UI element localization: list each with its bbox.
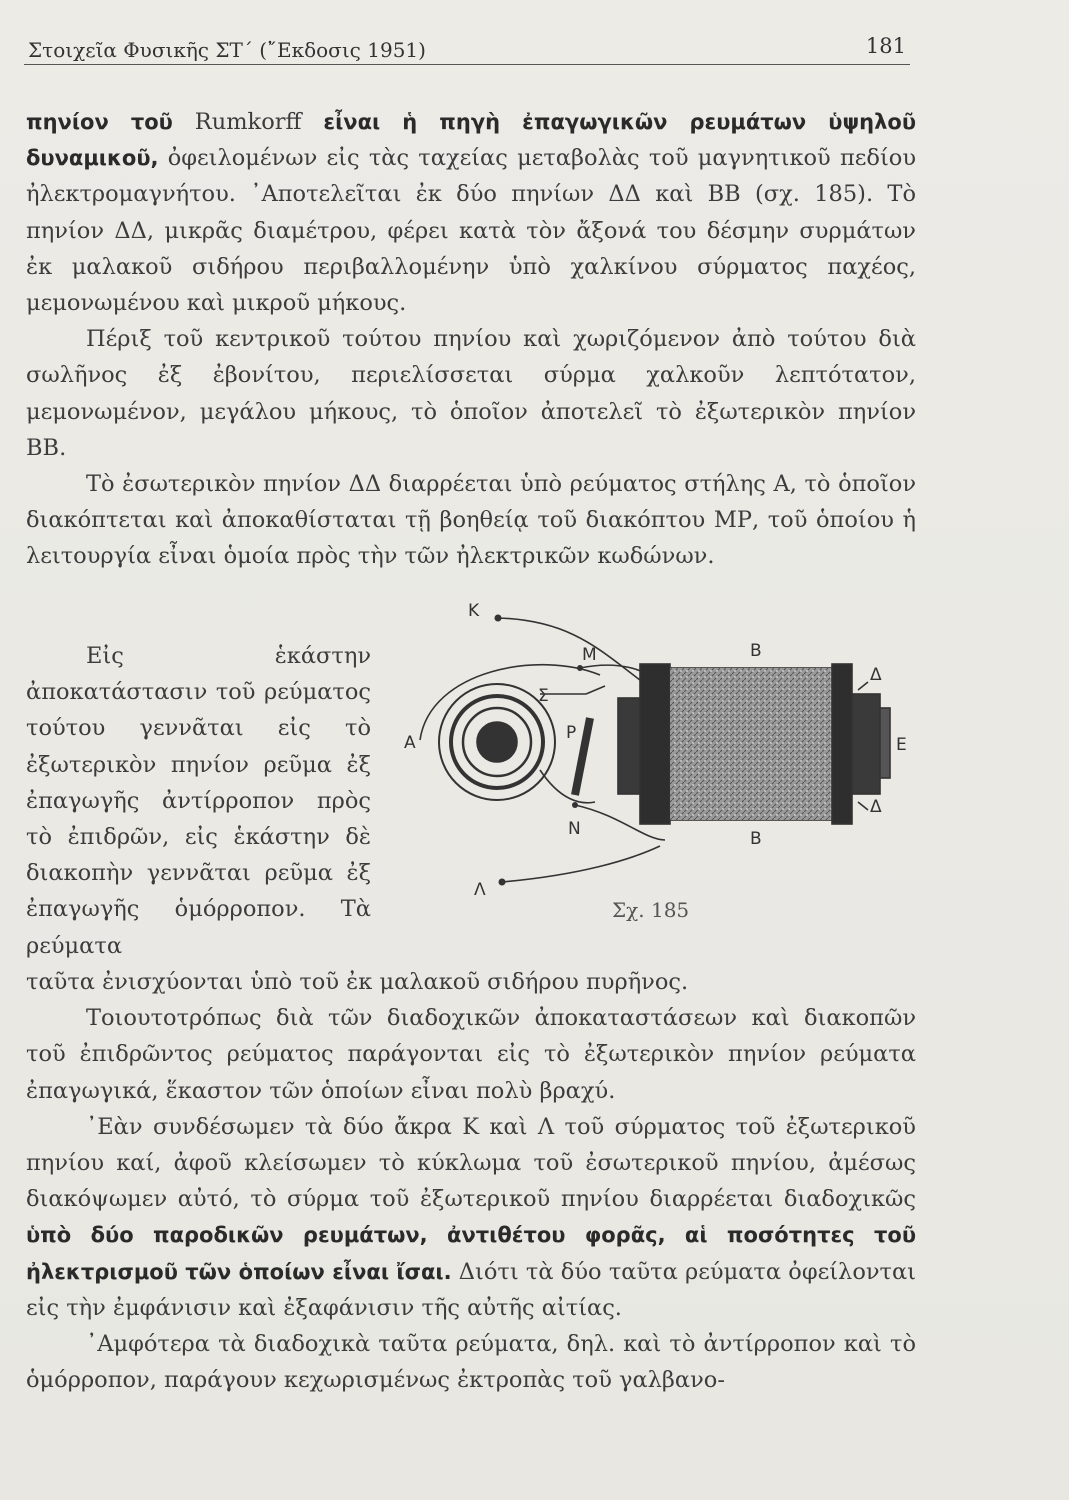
paragraph-5: Τοιουτοτρόπως διὰ τῶν διαδοχικῶν ἀποκαταστάσεων καὶ διακοπῶν τοῦ ἐπιδρῶντος ρεύματος παράγονται εἰς τὸ ἐξωτερικὸν πηνίον ρεύματα ἐπαγωγικά, ἕκαστον τῶν ὁποίων εἶναι πολὺ βραχύ.	[26, 1005, 916, 1104]
wire-l-to-coil	[502, 846, 660, 882]
terminal-d-top	[858, 682, 868, 690]
paragraph-6-end: Διότι τὰ δύο ταῦτα ρεύματα ὀφείλονται εἰς τὴν ἐμφάνισιν καὶ ἐξαφάνισιν τῆς αὐτῆς αἰτίας.	[26, 1258, 917, 1321]
body-text-bottom	[26, 964, 916, 1398]
label-n: Ν	[568, 819, 581, 839]
bold-phrase-1: πηνίον τοῦ	[26, 110, 173, 134]
terminal-k-dot	[495, 615, 502, 622]
iron-core-e	[880, 708, 890, 778]
body-text-top	[26, 104, 916, 575]
rumkorff-name: Rumkorff	[172, 109, 324, 135]
label-m: Μ	[582, 645, 597, 665]
page-number: 181	[865, 34, 906, 58]
header-title: Στοιχεῖα Φυσικῆς ΣΤ΄ (῎Εκδοσις 1951)	[28, 38, 426, 62]
label-k: Κ	[468, 601, 480, 621]
paragraph-1-rest: ὀφειλομένων εἰς τὰς ταχείας μεταβολὰς τοῦ μαγνητικοῦ πεδίου ἠλεκτρομαγνήτου. ᾿Αποτελεῖται ἐκ δύο πηνίων ΔΔ καὶ ΒΒ (σχ. 185). Τὸ πηνίον ΔΔ, μικρᾶς διαμέτρου, φέρει κατὰ τὸν ἄξονά του δέσμην συρμάτων ἐκ μαλακοῦ σιδήρου περιβαλλομένην ὑπὸ χαλκίνου σύρματος παχέος, μεμονωμένου καὶ μικροῦ μήκους.	[26, 145, 916, 317]
label-b-top: Β	[750, 641, 762, 661]
figure-caption: Σχ. 185	[612, 898, 690, 922]
interrupter-blade	[575, 718, 590, 795]
coil-right-flange	[832, 664, 852, 824]
terminal-n-dot	[572, 802, 578, 808]
paragraph-4-tail: ταῦτα ἐνισχύονται ὑπὸ τοῦ ἐκ μαλακοῦ σιδήρου πυρῆνος.	[26, 969, 689, 995]
interrupter-spring	[586, 686, 605, 694]
label-e: Ε	[896, 735, 907, 755]
label-d-top: Δ	[870, 665, 882, 685]
paragraph-1	[26, 104, 916, 321]
bold-phrase-2: εἶναι ἡ πηγὴ ἐπαγωγικῶν ρευμάτων ὑψηλοῦ δυναμικοῦ,	[26, 110, 917, 171]
coil-left-flange-back	[618, 698, 640, 794]
terminal-d-bottom	[858, 802, 868, 810]
label-d-bottom: Δ	[870, 797, 882, 817]
wire-cell-bottom	[540, 770, 595, 803]
paragraph-6-bold: ὑπὸ δύο παροδικῶν ρευμάτων, ἀντιθέτου φορᾶς, αἱ ποσότητες τοῦ ἠλεκτρισμοῦ τῶν ὁποίων εἶναι ἴσαι.	[26, 1223, 916, 1284]
paragraph-2: Πέριξ τοῦ κεντρικοῦ τούτου πηνίου καὶ χωριζόμενον ἀπὸ τούτου διὰ σωλῆνος ἐξ ἐβονίτου, περιελίσσεται σύρμα χαλκοῦν λεπτότατον, μεμονωμένον, μεγάλου μήκους, τὸ ὁποῖον ἀποτελεῖ τὸ ἐξωτερικὸν πηνίον ΒΒ.	[26, 326, 916, 461]
label-b-bottom: Β	[750, 829, 762, 849]
paragraph-6-start: ᾿Εὰν συνδέσωμεν τὰ δύο ἄκρα Κ καὶ Λ τοῦ σύρματος τοῦ ἐξωτερικοῦ πηνίου καί, ἀφοῦ κλείσωμεν τὸ κύκλωμα τοῦ ἐσωτερικοῦ πηνίου, ἀμέσως διακόψωμεν αὐτό, τὸ σύρμα τοῦ ἐξωτερικοῦ πηνίου διαρρέεται διαδοχικῶς	[26, 1113, 916, 1213]
label-a: Α	[404, 733, 416, 753]
terminal-m-dot	[577, 665, 583, 671]
paragraph-6	[26, 1109, 916, 1326]
induction-coil-diagram	[390, 590, 930, 935]
coil-left-flange	[640, 664, 670, 824]
wire-k-to-coil	[498, 618, 640, 680]
label-l: Λ	[474, 880, 486, 900]
figure-185	[390, 590, 930, 935]
terminal-l-dot	[499, 879, 506, 886]
cell-core	[477, 722, 517, 762]
paragraph-3: Τὸ ἐσωτερικὸν πηνίον ΔΔ διαρρέεται ὑπὸ ρεύματος στήλης Α, τὸ ὁποῖον διακόπτεται καὶ ἀποκαθίσταται τῇ βοηθείᾳ τοῦ διακόπτου ΜΡ, τοῦ ὁποίου ἡ λειτουργία εἶναι ὁμοία πρὸς τὴν τῶν ἠλεκτρικῶν κωδώνων.	[26, 471, 916, 570]
paragraph-4-column	[26, 638, 371, 964]
coil-winding-texture	[670, 668, 832, 820]
running-head	[24, 30, 910, 65]
label-s: Σ	[538, 686, 549, 706]
paragraph-7: ᾿Αμφότερα τὰ διαδοχικὰ ταῦτα ρεύματα, δηλ. καὶ τὸ ἀντίρροπον καὶ τὸ ὁμόρροπον, παράγουν κεχωρισμένως ἐκτροπὰς τοῦ γαλβανο-	[26, 1331, 916, 1394]
label-p: Ρ	[566, 723, 577, 743]
paragraph-4-wrapped: Εἰς ἑκάστην ἀποκατάστασιν τοῦ ρεύματος τούτου γεννᾶται εἰς τὸ ἐξωτερικὸν πηνίον ρεῦμα ἐξ ἐπαγωγῆς ἀντίρροπον πρὸς τὸ ἐπιδρῶν, εἰς ἑκάστην δὲ διακοπὴν γεννᾶται ρεῦμα ἐξ ἐπαγωγῆς ὁμόρροπον. Τὰ ρεύματα	[26, 643, 371, 959]
inner-coil-dd	[852, 694, 880, 794]
